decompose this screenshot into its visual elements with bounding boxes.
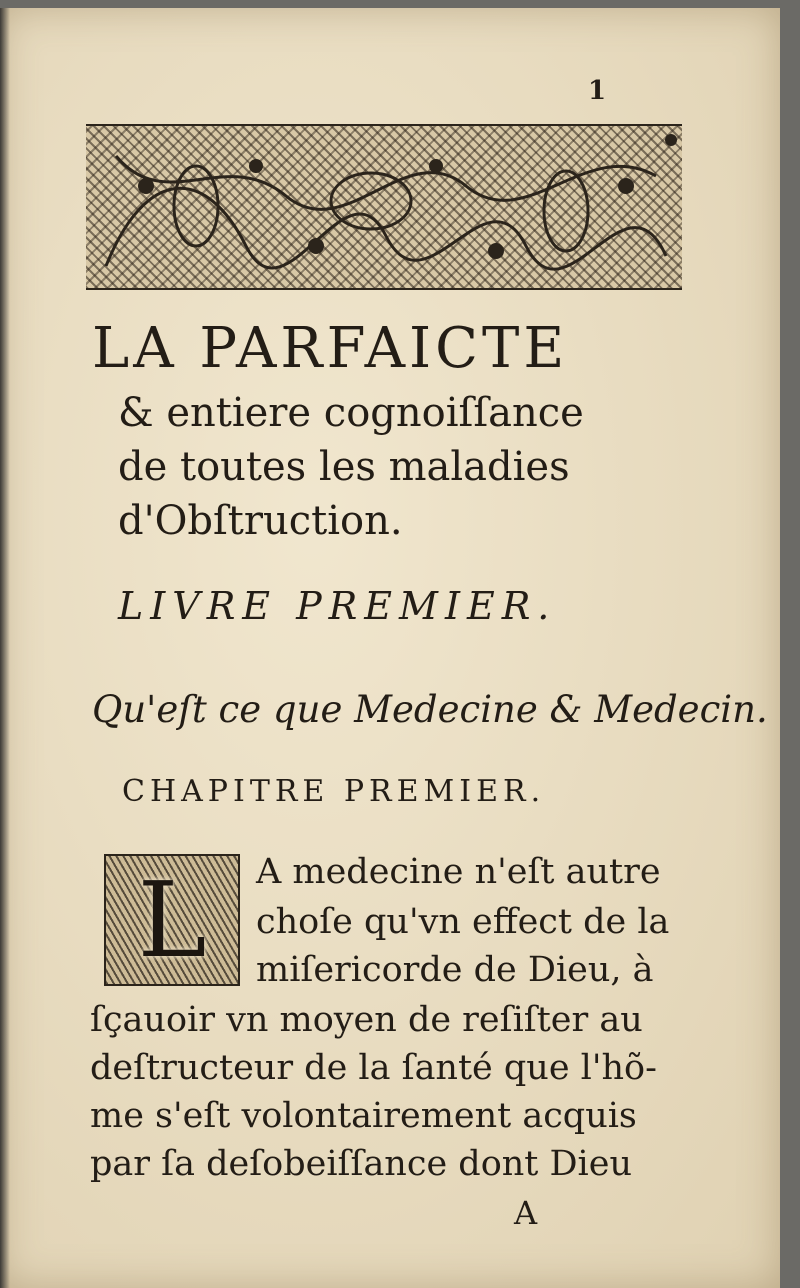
paragraph-line: miſericorde de Dieu, à [256, 950, 654, 990]
paragraph-line: par ſa deſobeiſſance dont Dieu [90, 1144, 633, 1184]
book-page [0, 8, 780, 1288]
chapter-heading: CHAPITRE PREMIER. [122, 774, 546, 809]
dropcap-letter: L [137, 859, 207, 981]
floral-headpiece-icon [86, 124, 682, 290]
book-spine-shadow [0, 8, 10, 1288]
book-title: LA PARFAICTE [92, 316, 569, 381]
paragraph-line: deſtructeur de la ſanté que l'hõ- [90, 1048, 657, 1088]
subtitle-line: & entiere cognoiſſance [118, 390, 584, 436]
paragraph-line: ſçauoir vn moyen de reſiſter au [90, 1000, 643, 1040]
paragraph-line: A medecine n'eſt autre [256, 852, 661, 892]
subtitle-line: d'Obſtruction. [118, 498, 403, 544]
book-subtitle [118, 386, 584, 548]
subtitle-line: de toutes les maladies [118, 444, 570, 490]
section-question: Qu'eſt ce que Medecine & Medecin. [92, 688, 768, 731]
ornamental-initial-icon [104, 854, 240, 986]
paragraph-line: choſe qu'vn effect de la [256, 902, 670, 942]
catchword: A [514, 1194, 538, 1232]
book-heading: LIVRE PREMIER. [118, 584, 557, 628]
paragraph-line: me s'eſt volontairement acquis [90, 1096, 637, 1136]
page-number: 1 [588, 76, 607, 106]
